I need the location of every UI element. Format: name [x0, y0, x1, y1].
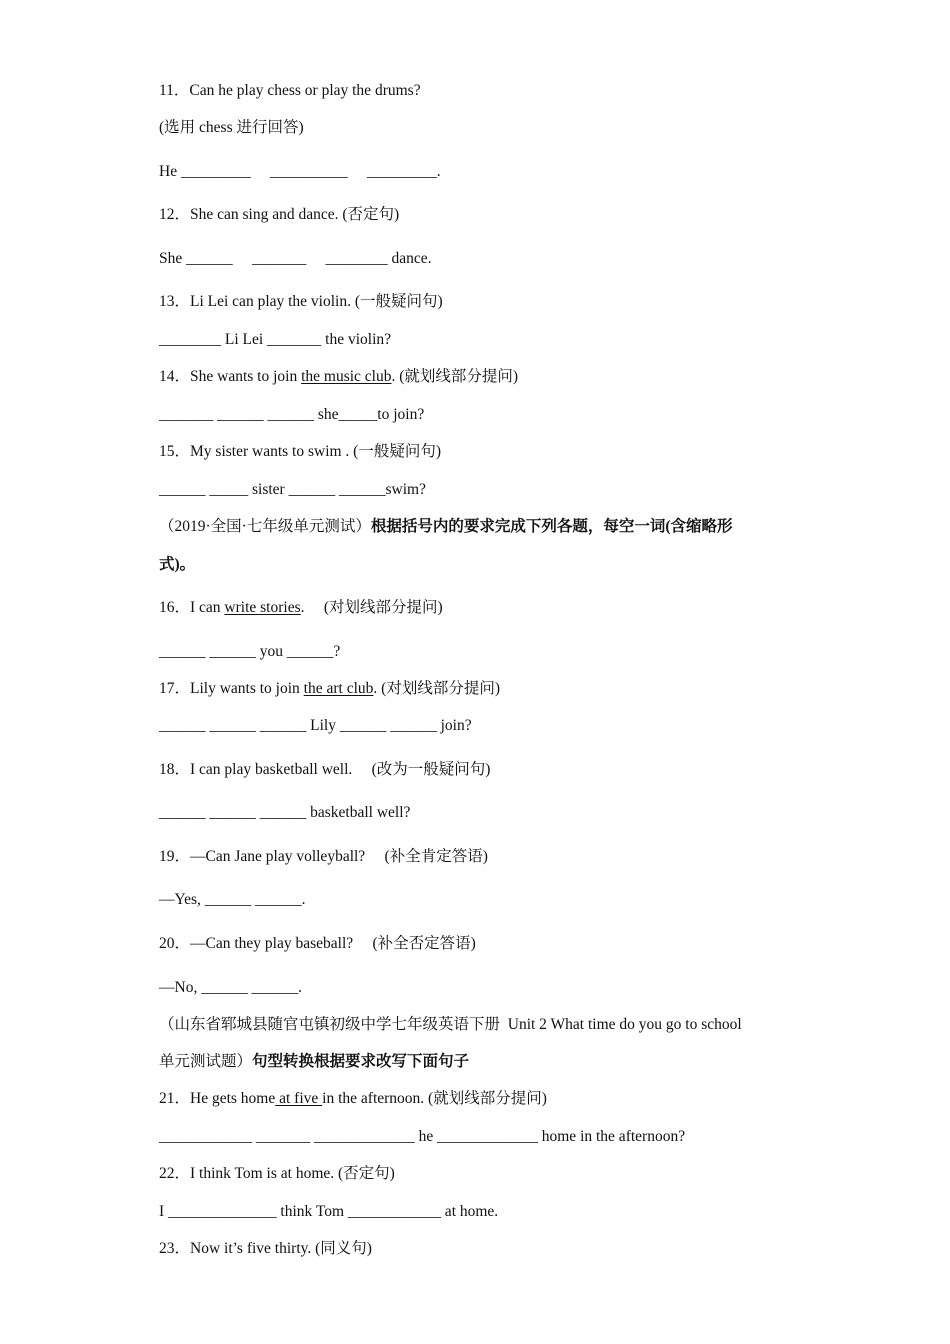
question-11: 11．Can he play chess or play the drums? [159, 82, 421, 99]
question-13-answer: ________ Li Lei _______ the violin? [159, 331, 392, 348]
underlined-phrase: the music club [301, 368, 392, 385]
question-17-answer: ______ ______ ______ Lily ______ ______ join? [159, 717, 472, 734]
question-15: 15．My sister wants to swim . (一般疑问句) [159, 443, 442, 460]
underlined-phrase: the art club [303, 680, 374, 697]
section-heading-unit2-cont: 单元测试题）句型转换根据要求改写下面句子 [159, 1053, 470, 1070]
question-19: 19．—Can Jane play volleyball? (补全肯定答语) [159, 848, 488, 865]
question-22: 22．I think Tom is at home. (否定句) [159, 1165, 395, 1182]
question-16: 16．I can write stories. (对划线部分提问) [159, 599, 443, 616]
question-18: 18．I can play basketball well. (改为一般疑问句) [159, 761, 491, 778]
question-21: 21．He gets home at five in the afternoon. (就划线部分提问) [159, 1090, 547, 1107]
question-11-answer: He _________ __________ _________. [159, 163, 441, 180]
question-13: 13．Li Lei can play the violin. (一般疑问句) [159, 293, 443, 310]
question-12-answer: She ______ _______ ________ dance. [159, 250, 432, 267]
question-12: 12．She can sing and dance. (否定句) [159, 206, 400, 223]
question-16-answer: ______ ______ you ______? [159, 643, 341, 660]
question-18-answer: ______ ______ ______ basketball well? [159, 804, 411, 821]
question-22-answer: I ______________ think Tom ____________ at home. [159, 1203, 499, 1220]
section-heading-unit2: （山东省郓城县随官屯镇初级中学七年级英语下册 Unit 2 What time do you go to school [159, 1016, 742, 1033]
question-20: 20．—Can they play baseball? (补全否定答语) [159, 935, 476, 952]
question-21-answer: ____________ _______ _____________ he _____________ home in the afternoon? [159, 1128, 686, 1145]
question-14: 14．She wants to join the music club. (就划线部分提问) [159, 368, 519, 385]
question-14-answer: _______ ______ ______ she_____to join? [159, 406, 425, 423]
question-17: 17．Lily wants to join the art club. (对划线部分提问) [159, 680, 500, 697]
section-heading-2019: （2019·全国·七年级单元测试）根据括号内的要求完成下列各题，每空一词(含缩略形 [159, 518, 733, 535]
question-11-instruction: (选用 chess 进行回答) [159, 119, 304, 136]
question-19-answer: —Yes, ______ ______. [159, 891, 306, 908]
question-20-answer: —No, ______ ______. [159, 979, 302, 996]
question-15-answer: ______ _____ sister ______ ______swim? [159, 481, 426, 498]
question-23: 23．Now it’s five thirty. (同义句) [159, 1240, 372, 1257]
underlined-phrase: write stories [224, 599, 301, 616]
section-heading-2019-cont: 式)。 [159, 556, 196, 573]
underlined-phrase: at five [275, 1090, 323, 1107]
